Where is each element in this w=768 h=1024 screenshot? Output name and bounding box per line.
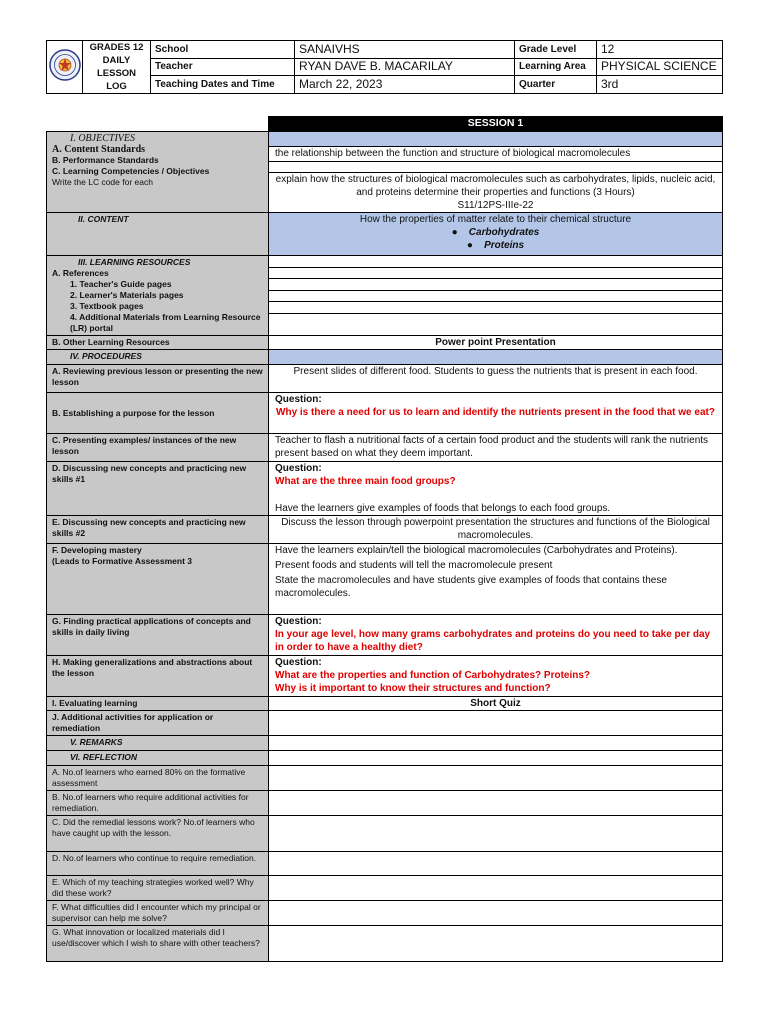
- objectives-heading: I. OBJECTIVES: [70, 133, 135, 144]
- reflection-value: [269, 751, 723, 766]
- procedure-a-label: A. Reviewing previous lesson or presenting the new lesson: [47, 365, 269, 393]
- reflection-e-label: E. Which of my teaching strategies worked well? Why did these work?: [47, 876, 269, 901]
- resources-blank-4: [269, 290, 723, 302]
- content-bullet-proteins: ● Proteins: [466, 240, 525, 251]
- teacher-value: RYAN DAVE B. MACARILAY: [295, 58, 515, 76]
- procedure-e-label: E. Discussing new concepts and practicing new skills #2: [47, 516, 269, 544]
- reflection-c-value: [269, 816, 723, 852]
- teachers-guide-label: 1. Teacher's Guide pages: [70, 279, 172, 289]
- procedure-f-cell: [269, 544, 723, 615]
- procedure-g-question-label: Question:: [275, 616, 322, 627]
- dates-label: Teaching Dates and Time: [151, 76, 295, 94]
- procedure-g-cell: [269, 615, 723, 656]
- content-bullet-carbohydrates: ● Carbohydrates: [451, 227, 540, 238]
- procedure-h-question-1: What are the properties and function of Carbohydrates? Proteins?: [275, 670, 591, 681]
- procedure-f-value2: Present foods and students will tell the macromolecule present: [275, 560, 553, 571]
- quarter-value: 3rd: [597, 76, 723, 94]
- quarter-label: Quarter: [515, 76, 597, 94]
- content-label-cell: [47, 213, 269, 256]
- reflection-f-label: F. What difficulties did I encounter which my principal or supervisor can help me solve?: [47, 901, 269, 926]
- other-resources-value: Power point Presentation: [269, 336, 723, 350]
- reflection-d-label: D. No.of learners who continue to require remediation.: [47, 852, 269, 876]
- reflection-heading: VI. REFLECTION: [70, 752, 138, 762]
- procedure-d-question: What are the three main food groups?: [275, 476, 456, 487]
- procedure-b-question-label: Question:: [275, 394, 322, 405]
- procedures-heading: IV. PROCEDURES: [70, 351, 142, 361]
- reflection-b-label: B. No.of learners who require additional activities for remediation.: [47, 791, 269, 816]
- school-label: School: [151, 41, 295, 59]
- procedure-f-value3: State the macromolecules and have students give examples of foods that contains these macromolecules.: [275, 575, 667, 599]
- procedure-b-cell: [269, 393, 723, 434]
- procedure-g-label: G. Finding practical applications of concepts and skills in daily living: [47, 615, 269, 656]
- resources-blank-2: [269, 267, 723, 279]
- objectives-blue-bar: [269, 132, 723, 147]
- reflection-e-value: [269, 876, 723, 901]
- learning-competencies-label: C. Learning Competencies / Objectives: [52, 166, 210, 176]
- learning-area-value: PHYSICAL SCIENCE: [597, 58, 723, 76]
- procedure-j-label: J. Additional activities for application or remediation: [47, 711, 269, 736]
- session-title: SESSION 1: [269, 117, 723, 132]
- procedure-d-label: D. Discussing new concepts and practicing new skills #1: [47, 462, 269, 516]
- resources-blank-3: [269, 279, 723, 291]
- content-cell: [269, 213, 723, 256]
- grade-level-label: Grade Level: [515, 41, 597, 59]
- competency-code: S11/12PS-IIIe-22: [457, 200, 534, 211]
- resources-blank-5: [269, 302, 723, 314]
- remarks-value: [269, 736, 723, 751]
- procedure-g-question: In your age level, how many grams carbohydrates and proteins do you need to take per day in order to have a healthy diet?: [275, 629, 711, 653]
- procedure-h-question-2: Why is it important to know their structures and function?: [275, 683, 551, 694]
- procedure-a-value: Present slides of different food. Students to guess the nutrients that is present in each food.: [269, 365, 723, 393]
- lesson-log-table: [46, 116, 723, 962]
- resources-blank-1: [269, 256, 723, 268]
- reflection-c-label: C. Did the remedial lessons work? No.of learners who have caught up with the lesson.: [47, 816, 269, 852]
- procedure-i-label: I. Evaluating learning: [47, 697, 269, 711]
- content-standards-label: A. Content Standards: [52, 144, 146, 155]
- procedures-blue-bar: [269, 350, 723, 365]
- procedures-label-cell: [47, 350, 269, 365]
- procedure-d-cell: [269, 462, 723, 516]
- reflection-label-cell: [47, 751, 269, 766]
- reflection-f-value: [269, 901, 723, 926]
- procedure-e-value: Discuss the lesson through powerpoint presentation the structures and functions of the Biological macromolecules.: [269, 516, 723, 544]
- procedure-c-value: Teacher to flash a nutritional facts of a certain food product and the students will rank the nutrients present based on what they deem important.: [269, 434, 723, 462]
- learners-materials-label: 2. Learner's Materials pages: [70, 290, 184, 300]
- procedure-b-question: Why is there a need for us to learn and identify the nutrients present in the food that we eat?: [276, 407, 715, 418]
- content-standard-value: the relationship between the function and structure of biological macromolecules: [269, 147, 723, 162]
- textbook-pages-label: 3. Textbook pages: [70, 301, 144, 311]
- procedure-h-cell: [269, 656, 723, 697]
- other-resources-label: B. Other Learning Resources: [47, 336, 269, 350]
- procedure-d-activity: Have the learners give examples of foods that belongs to each food groups.: [275, 503, 611, 514]
- lc-code-note: Write the LC code for each: [52, 177, 153, 187]
- school-value: SANAIVHS: [295, 41, 515, 59]
- remarks-label-cell: [47, 736, 269, 751]
- content-heading: II. CONTENT: [78, 214, 129, 224]
- resources-heading: III. LEARNING RESOURCES: [78, 257, 191, 267]
- resources-label-cell: [47, 256, 269, 336]
- header-table: [46, 40, 723, 94]
- dates-value: March 22, 2023: [295, 76, 515, 94]
- reflection-a-label: A. No.of learners who earned 80% on the formative assessment: [47, 766, 269, 791]
- reflection-a-value: [269, 766, 723, 791]
- seal-icon: [49, 49, 81, 81]
- reflection-g-value: [269, 926, 723, 962]
- grades-label: GRADES 12 DAILY LESSON LOG: [83, 41, 151, 94]
- reflection-d-value: [269, 852, 723, 876]
- objectives-label-cell: [47, 132, 269, 213]
- references-label: A. References: [52, 268, 109, 278]
- procedure-j-value: [269, 711, 723, 736]
- procedure-c-label: C. Presenting examples/ instances of the new lesson: [47, 434, 269, 462]
- competency-cell: [269, 173, 723, 213]
- reflection-g-label: G. What innovation or localized materials did I use/discover which I wish to share with other teachers?: [47, 926, 269, 962]
- procedure-f-label2: (Leads to Formative Assessment 3: [52, 556, 192, 566]
- procedure-h-label: H. Making generalizations and abstractions about the lesson: [47, 656, 269, 697]
- grade-level-value: 12: [597, 41, 723, 59]
- deped-seal-logo: [47, 41, 83, 94]
- procedure-f-label-cell: [47, 544, 269, 615]
- reflection-b-value: [269, 791, 723, 816]
- performance-standard-value: [269, 162, 723, 173]
- teacher-label: Teacher: [151, 58, 295, 76]
- competency-value: explain how the structures of biological macromolecules such as carbohydrates, lipids, nucleic acid, and proteins determine their properties and functions (3 Hours): [275, 174, 716, 198]
- procedure-f-value1: Have the learners explain/tell the biological macromolecules (Carbohydrates and Proteins).: [275, 545, 678, 556]
- content-value: How the properties of matter relate to their chemical structure: [359, 214, 632, 225]
- remarks-heading: V. REMARKS: [70, 737, 123, 747]
- procedure-f-label: F. Developing mastery: [52, 545, 142, 555]
- additional-materials-label: 4. Additional Materials from Learning Resource (LR) portal: [70, 312, 261, 333]
- procedure-h-question-label: Question:: [275, 657, 322, 668]
- procedure-b-label: B. Establishing a purpose for the lesson: [47, 393, 269, 434]
- performance-standards-label: B. Performance Standards: [52, 155, 159, 165]
- procedure-d-question-label: Question:: [275, 463, 322, 474]
- corner-blank: [47, 117, 269, 132]
- procedure-i-value: Short Quiz: [269, 697, 723, 711]
- resources-blank-6: [269, 313, 723, 335]
- learning-area-label: Learning Area: [515, 58, 597, 76]
